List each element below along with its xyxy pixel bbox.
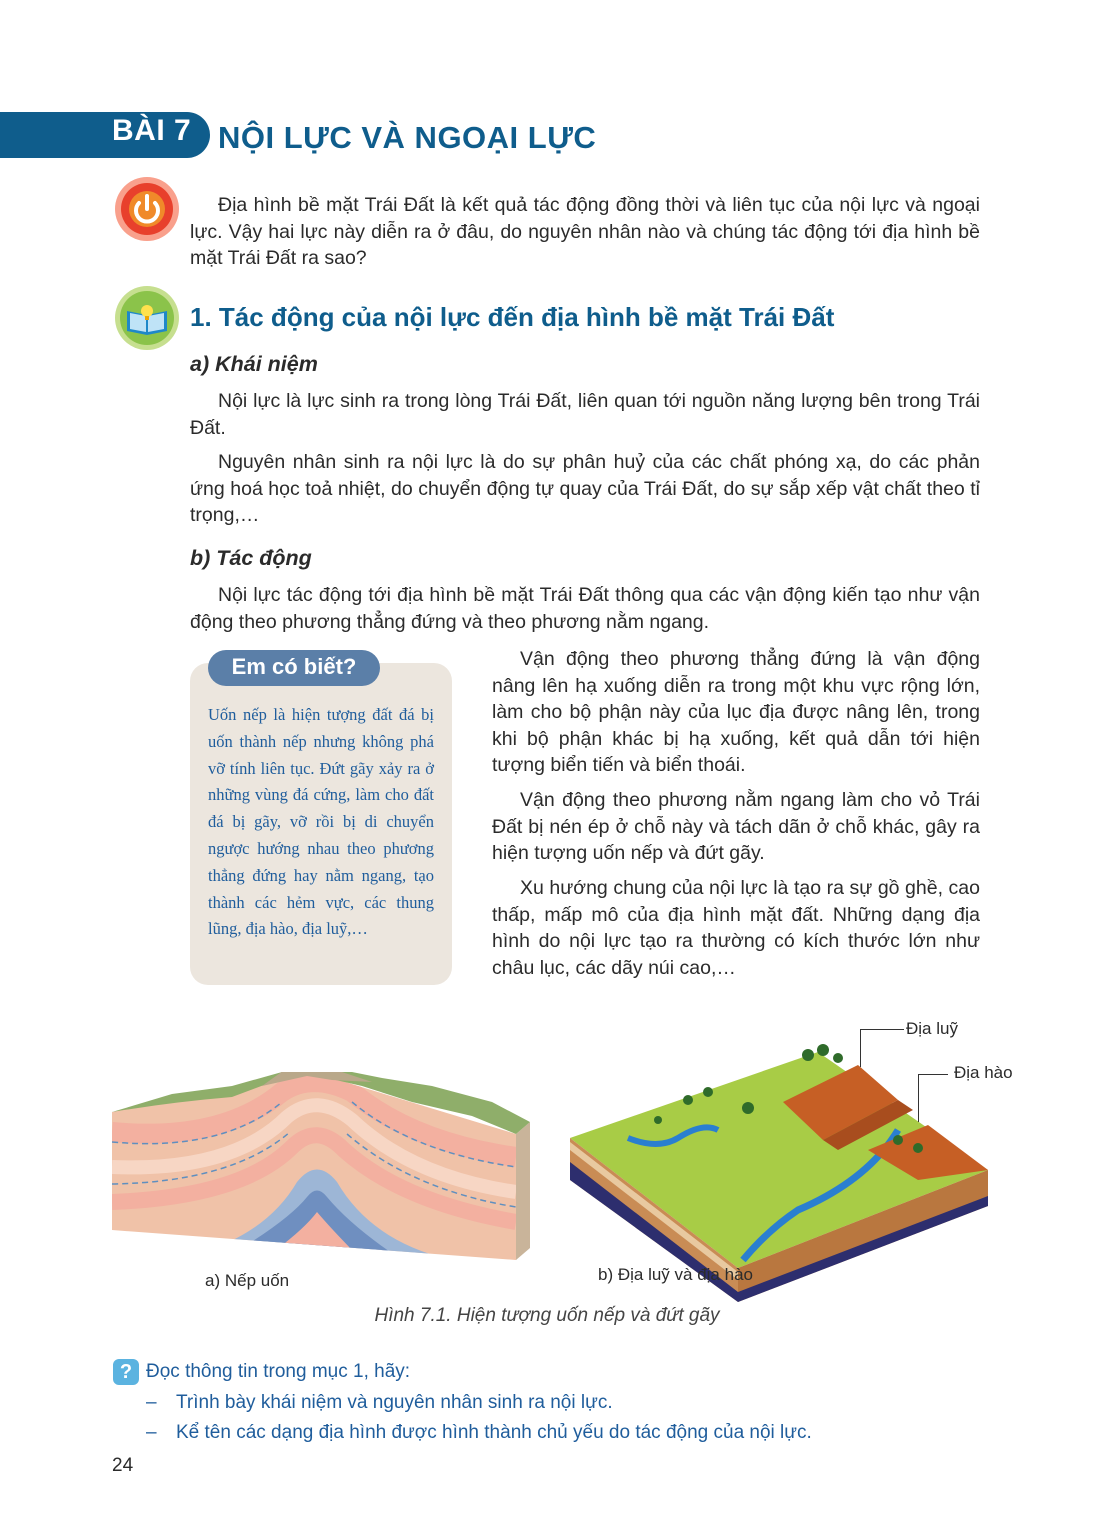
paragraph-a1: Nội lực là lực sinh ra trong lòng Trái Đất, liên quan tới nguồn năng lượng bên trong Trái Đất. <box>190 390 980 439</box>
paragraph-a2: Nguyên nhân sinh ra nội lực là do sự phân huỷ của các chất phóng xạ, do các phản ứng hoá học toả nhiệt, do chuyển động tự quay của Trái Đất, do sự sắp xếp vật chất theo tỉ trọng,… <box>190 451 980 526</box>
callout-line-horst-vertical <box>860 1029 861 1067</box>
callout-graben: Địa hào <box>954 1063 1013 1082</box>
lesson-label: BÀI 7 <box>112 114 192 147</box>
page-number: 24 <box>112 1455 134 1476</box>
callout-line-graben <box>918 1074 948 1075</box>
callout-line-graben-vertical <box>918 1074 919 1122</box>
figure-caption: Hình 7.1. Hiện tượng uốn nếp và đứt gãy <box>374 1305 720 1326</box>
question-item-1: – Trình bày khái niệm và nguyên nhân sinh ra nội lực. <box>146 1392 613 1413</box>
did-you-know-text: Uốn nếp là hiện tượng đất đá bị uốn thành nếp nhưng không phá vỡ tính liên tục. Đứt gãy xảy ra ở những vùng đá cứng, làm cho đất đá bị gãy, vỡ rồi bị di chuyển ngược hướng nhau theo phương thẳng đứng hay nằm ngang, tạo thành các hẻm vực, các thung lũng, địa hào, địa luỹ,… <box>208 705 434 939</box>
book-lightbulb-icon <box>114 285 180 351</box>
callout-line-horst <box>860 1029 904 1030</box>
did-you-know-label: Em có biết? <box>231 654 357 679</box>
paragraph-b1: Nội lực tác động tới địa hình bề mặt Trái Đất thông qua các vận động kiến tạo như vận động theo phương thẳng đứng và theo phương nằm ngang. <box>190 584 980 633</box>
intro-paragraph: Địa hình bề mặt Trái Đất là kết quả tác động đồng thời và liên tục của nội lực và ngoại lực. Vậy hai lực này diễn ra ở đâu, do nguyên nhân nào và chúng tác động tới địa hình bề mặt Trái Đất ra sao? <box>190 194 980 269</box>
power-icon <box>114 176 180 242</box>
lesson-title: NỘI LỰC VÀ NGOẠI LỰC <box>218 120 597 155</box>
question-lead: Đọc thông tin trong mục 1, hãy: <box>146 1361 411 1382</box>
subsection-a-title: a) Khái niệm <box>190 352 318 376</box>
paragraph-b4: Xu hướng chung của nội lực là tạo ra sự gồ ghề, cao thấp, mấp mô của địa hình mặt đất. Những dạng địa hình do nội lực tạo ra thường có kích thước lớn như châu lục, các dãy núi cao,… <box>492 877 980 979</box>
question-icon-glyph: ? <box>119 1361 133 1383</box>
fold-diagram <box>112 1072 530 1260</box>
section-title: 1. Tác động của nội lực đến địa hình bề mặt Trái Đất <box>190 302 835 332</box>
figure-label-a: a) Nếp uốn <box>205 1271 290 1290</box>
horst-graben-diagram <box>568 1030 990 1302</box>
question-icon <box>113 1359 139 1385</box>
subsection-b-title: b) Tác động <box>190 546 312 570</box>
callout-horst: Địa luỹ <box>906 1019 958 1038</box>
question-item-2: – Kể tên các dạng địa hình được hình thành chủ yếu do tác động của nội lực. <box>146 1422 812 1443</box>
paragraph-b3: Vận động theo phương nằm ngang làm cho vỏ Trái Đất bị nén ép ở chỗ này và tách dãn ở chỗ khác, gây ra hiện tượng uốn nếp và đứt gãy. <box>492 789 980 864</box>
figure-label-b: b) Địa luỹ và địa hào <box>598 1265 753 1284</box>
paragraph-b2: Vận động theo phương thẳng đứng là vận động nâng lên hạ xuống diễn ra trong một khu vực rộng lớn, làm cho bộ phận này của lục địa được nâng lên, trong khi bộ phận khác bị hạ xuống, kết quả dẫn tới hiện tượng biển tiến và biển thoái. <box>492 648 980 776</box>
